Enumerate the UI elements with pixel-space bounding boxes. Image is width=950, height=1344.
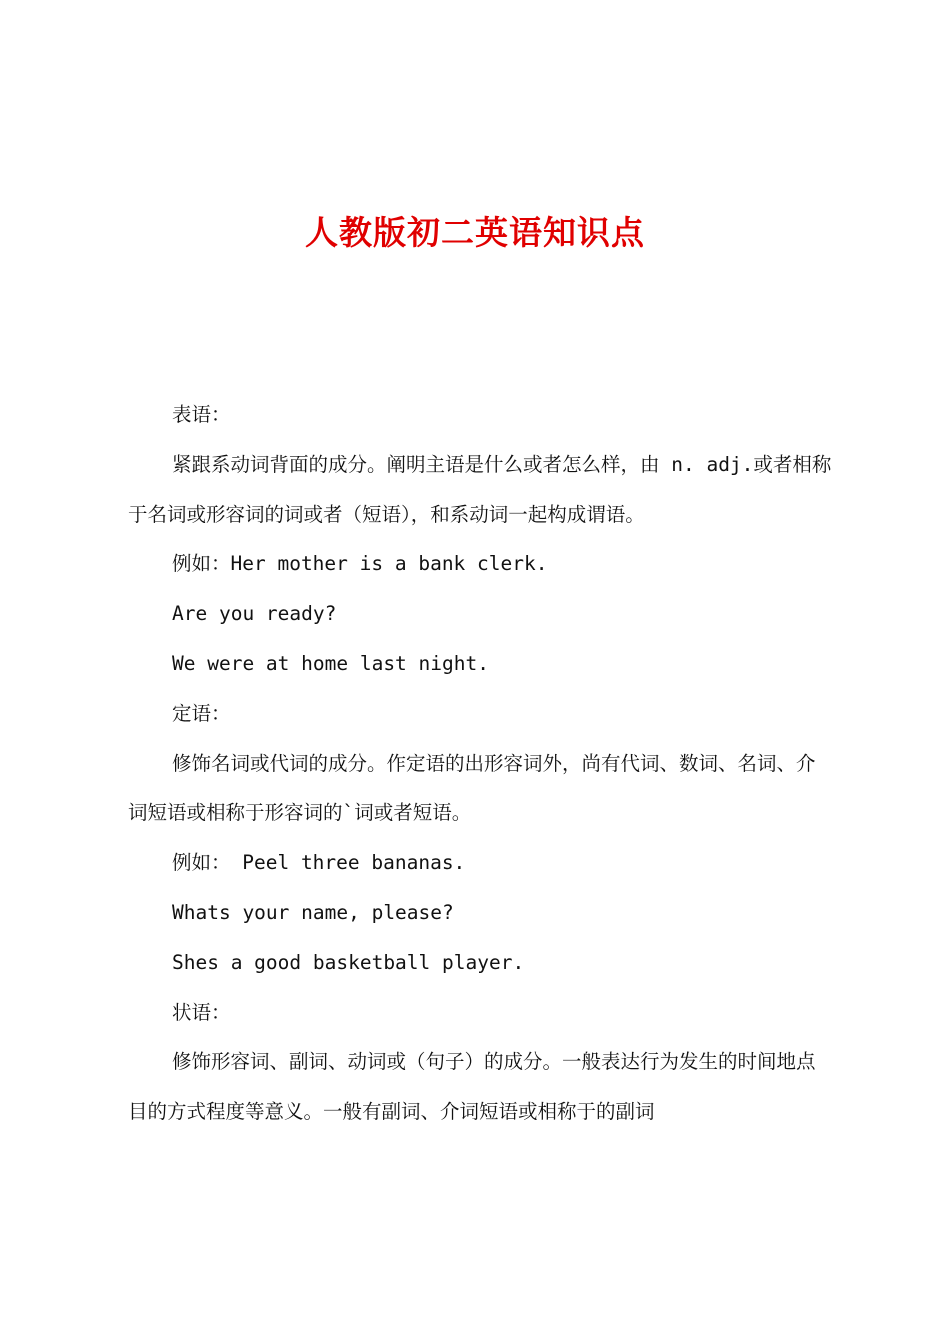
paragraph-biaoyu-heading: 表语： [172, 403, 231, 426]
paragraph-zhuangyu-heading: 状语： [172, 1000, 231, 1024]
paragraph-example-2: Are you ready? [172, 602, 337, 626]
paragraph-example-3: We were at home last night. [172, 651, 489, 675]
document-title: 人教版初二英语知识点 [305, 213, 645, 252]
paragraph-example-4: 例如： Peel three bananas. [172, 851, 466, 875]
paragraph-dingyu-heading: 定语： [172, 701, 231, 725]
paragraph-example-5: Whats your name, please? [172, 900, 454, 924]
paragraph-zhuangyu-definition: 修饰形容词、副词、动词或（句子）的成分。一般表达行为发生的时间地点目的方式程度等意义。一般有副词、介词短语或相称于的副词 [128, 1050, 816, 1124]
paragraph-dingyu-definition: 修饰名词或代词的成分。作定语的出形容词外，尚有代词、数词、名词、介词短语或相称于形容词的`词或者短语。 [128, 751, 816, 825]
paragraph-example-1: 例如：Her mother is a bank clerk. [172, 552, 548, 576]
document-body [128, 390, 832, 1137]
paragraph-biaoyu-definition: 紧跟系动词背面的成分。阐明主语是什么或者怎么样，由 n. adj.或者相称于名词或形容词的词或者（短语），和系动词一起构成谓语。 [128, 452, 832, 526]
paragraph-example-6: Shes a good basketball player. [172, 950, 525, 974]
